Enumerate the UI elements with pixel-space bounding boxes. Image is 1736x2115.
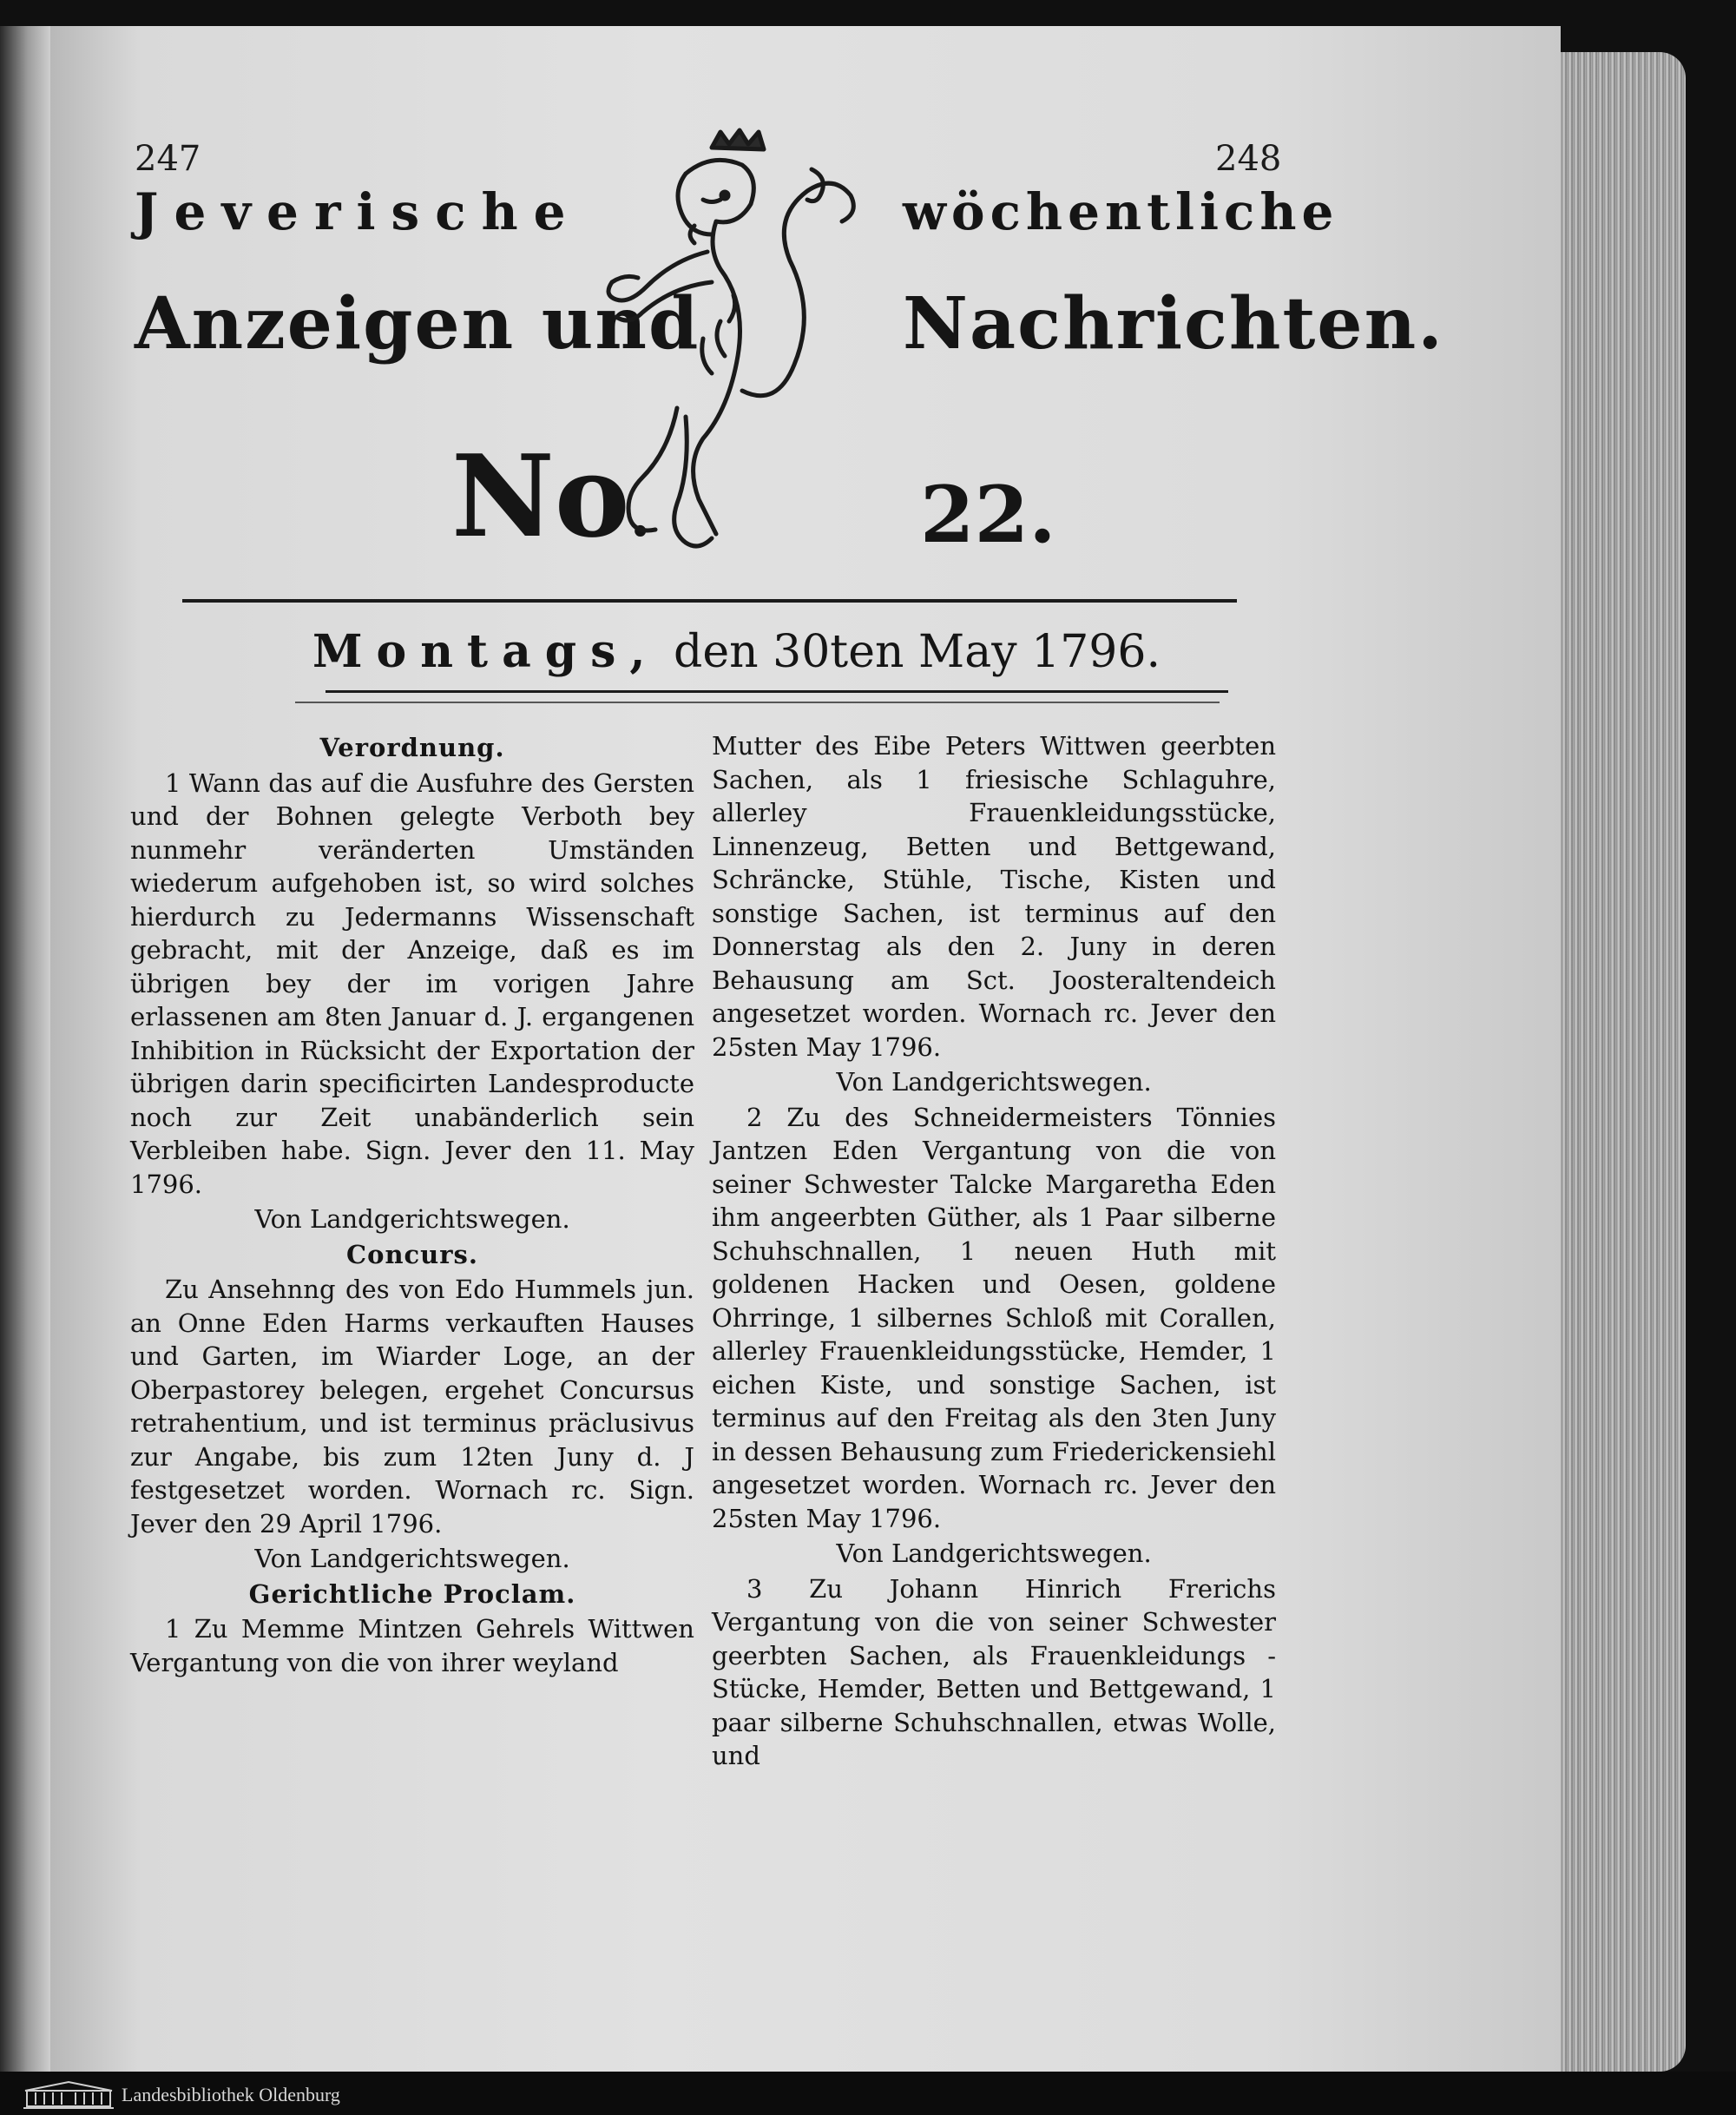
crowned-lion-emblem — [582, 122, 859, 590]
library-building-icon — [22, 2080, 115, 2110]
masthead-word-jeverische: Jeverische — [135, 182, 582, 241]
masthead-word-nachrichten: Nachrichten. — [903, 282, 1444, 366]
masthead-rule-top — [182, 599, 1237, 603]
dateline — [312, 625, 1161, 678]
facing-page-edge — [0, 26, 50, 2072]
dateline-rule-thin — [295, 702, 1220, 703]
dateline-rule — [326, 690, 1228, 693]
heading-concurs: Concurs. — [346, 1239, 478, 1269]
page-number-left: 247 — [135, 139, 201, 179]
signature-landgericht: Von Landgerichtswegen. — [254, 1544, 570, 1573]
library-credit: Landesbibliothek Oldenburg — [122, 2084, 340, 2105]
paragraph-proclam-1-cont: Mutter des Eibe Peters Wittwen geerbten Sachen, als 1 friesische Schlaguhre, allerley Frauenkleidungsstücke, Linnenzeug, Betten und Bettgewand, Schräncke, Stühle, Tische, Kisten und sonstige Sachen, ist terminus auf den Donnerstag als den 2. Juny in deren Behausung am Sct. Joosteraltendeich angesetzet worden. Wornach rc. Jever den 25sten May 1796. — [712, 731, 1276, 1062]
issue-label-no: No — [451, 430, 630, 563]
heading-proclam: Gerichtliche Proclam. — [248, 1578, 576, 1609]
masthead-word-woechentliche: wöchentliche — [903, 182, 1339, 241]
issue-number: 22. — [920, 469, 1056, 561]
right-column — [712, 729, 1276, 1773]
paragraph-proclam-3: 3 Zu Johann Hinrich Frerichs Vergantung von die von seiner Schwester geerbten Sachen, als Frauenkleidungs - Stücke, Hemder, Betten und Bettgewand, 1 paar silberne Schuhschnallen, etwas Wolle, und — [712, 1573, 1276, 1770]
paragraph-concurs: Zu Ansehnng des von Edo Hummels jun. an Onne Eden Harms verkauften Hauses und Garten, im Wiarder Loge, an der Oberpastorey belegen, ergehet Concursus retrahentium, und ist terminus präclusivus zur Angabe, bis zum 12ten Juny d. J festgesetzet worden. Wornach rc. Sign. Jever den 29 April 1796. — [130, 1275, 694, 1538]
signature-landgericht: Von Landgerichtswegen. — [254, 1204, 570, 1234]
dateline-date: den 30ten May 1796. — [674, 626, 1161, 678]
paragraph-proclam-1: 1 Zu Memme Mintzen Gehrels Wittwen Vergantung von die von ihrer weyland — [130, 1614, 694, 1677]
dateline-day: Montags, — [312, 625, 660, 678]
page-stack-edge — [1554, 52, 1686, 2072]
signature-landgericht: Von Landgerichtswegen. — [836, 1067, 1152, 1097]
left-column — [130, 729, 694, 1679]
issue-label-dot: . — [629, 478, 651, 550]
heading-verordnung: Verordnung. — [319, 733, 505, 762]
signature-landgericht: Von Landgerichtswegen. — [836, 1538, 1152, 1568]
page-number-right: 248 — [1215, 139, 1282, 179]
paragraph-proclam-2: 2 Zu des Schneidermeisters Tönnies Jantzen Eden Vergantung von die von seiner Schwester Talcke Margaretha Eden ihm angeerbten Güther, als 1 Paar silberne Schuhschnallen, 1 neuen Huth mit goldenen Hacken und Oesen, goldene Ohrringe, 1 silbernes Schloß mit Corallen, allerley Frauenkleidungsstücke, Hemder, 1 eichen Kiste, und sonstige Sachen, ist terminus auf den Freitag als den 3ten Juny in dessen Behausung zum Friederickensiehl angesetzet worden. Wornach rc. Jever den 25sten May 1796. — [712, 1102, 1276, 1533]
masthead-word-anzeigen: Anzeigen und — [135, 282, 700, 366]
paragraph-verordnung: 1 Wann das auf die Ausfuhre des Gersten und der Bohnen gelegte Verboth bey nunmehr veränderten Umständen wiederum aufgehoben ist, so wird solches hierdurch zu Jedermanns Wissenschaft gebracht, mit der Anzeige, daß es im übrigen bey der im vorigen Jahre erlassenen am 8ten Januar d. J. ergangenen Inhibition in Rücksicht der Exportation der übrigen darin specificirten Landesproducte noch zur Zeit unabänderlich sein Verbleiben habe. Sign. Jever den 11. May 1796. — [130, 768, 694, 1199]
